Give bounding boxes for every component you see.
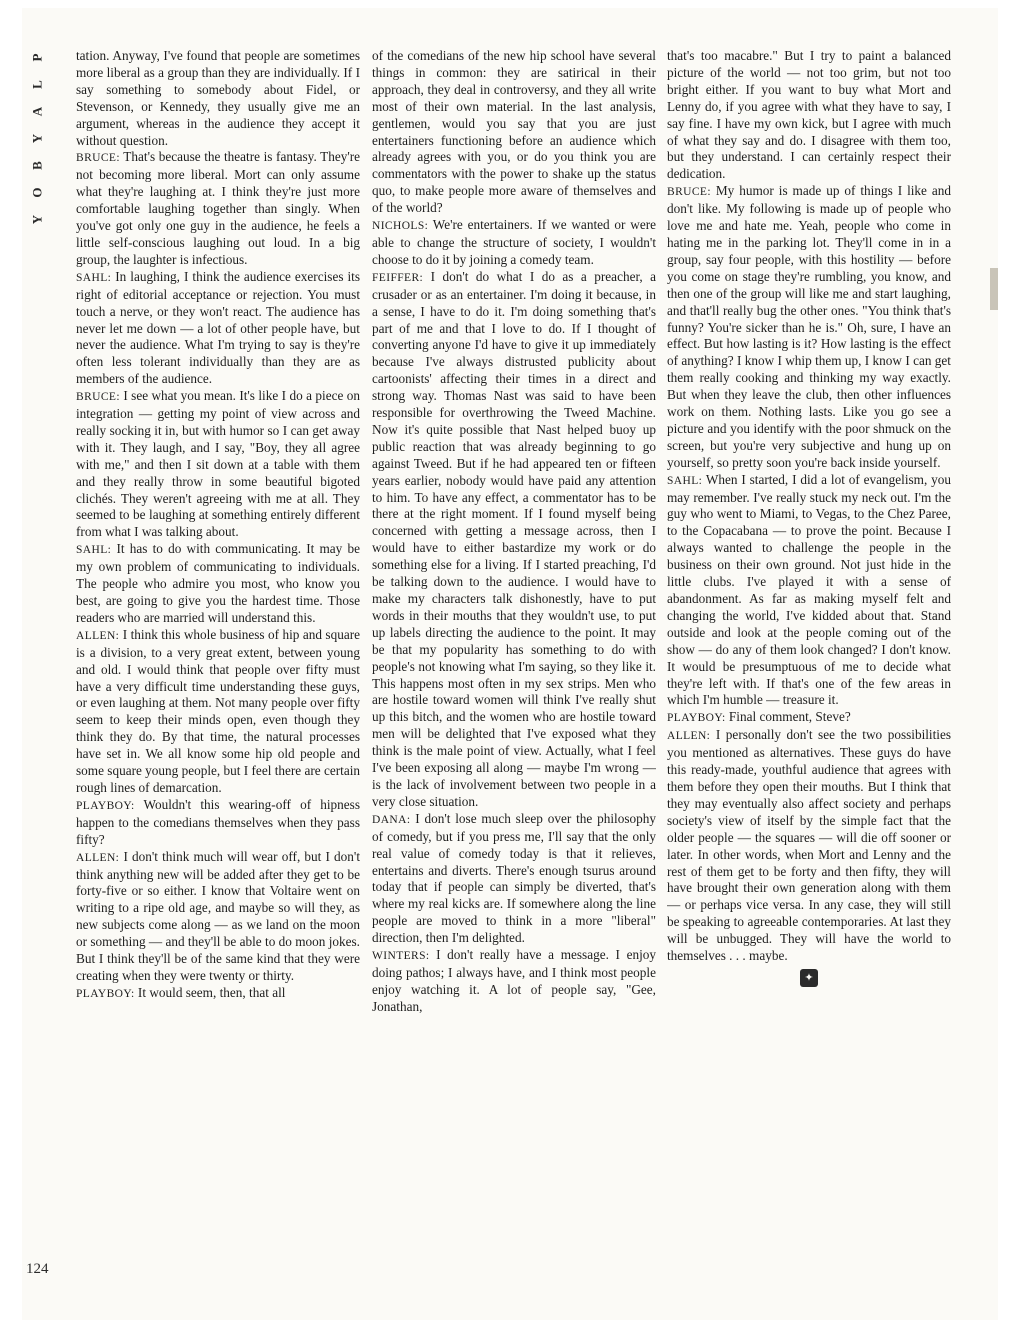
speaker-name: DANA: — [372, 813, 411, 826]
speech-text: We're entertainers. If we wanted or were able to change the structure of society, I wouldn't choose to do it by joining a comedy team. — [372, 217, 656, 267]
interview-paragraph — [76, 149, 360, 268]
speaker-name: PLAYBOY: — [76, 799, 135, 812]
side-label-letter: L — [29, 80, 45, 89]
speaker-name: SAHL: — [667, 474, 703, 487]
speech-text: that's too macabre." But I try to paint a balanced picture of the world — not too grim, but not too bright either. If you want to buy what Mort and Lenny do, if you agree with what they have to say, I say fine. I have my own kick, but I agree with much of what they say and do. I disagree with them too, but they understand. I can certainly respect their dedication. — [667, 48, 951, 182]
text-column-2 — [372, 48, 656, 1288]
speech-text: I don't really have a message. I enjoy doing pathos; I always have, and I think most people enjoy watching it. A lot of people say, "Gee, Jonathan, — [372, 947, 656, 1014]
side-label-letter: P — [29, 53, 45, 62]
interview-paragraph — [76, 388, 360, 541]
speech-text: tation. Anyway, I've found that people are sometimes more liberal as a group than they are individually. If I say something to somebody about Fidel, or Stevenson, or Kennedy, they usually give me an argument, whereas in the audience they accept it without question. — [76, 48, 360, 148]
magazine-side-label — [30, 44, 44, 233]
side-label-letter: O — [29, 187, 45, 198]
speech-text: I don't do what I do as a preacher, a crusader or as an entertainer. I'm doing it because, in a sense, I have to do it. I'm doing something that's part of me and that I love to do. If I thought of converting anyone I'd have to give it up immediately because I've always distrusted publicity about cartoonists' affecting their times in a direct and strong way. Thomas Nast was said to have been responsible for overthrowing the Tweed Machine. Now it's quite possible that Nast helped buoy up public reaction that was already beginning to go against Tweed. But if he had appeared ten or fifteen years earlier, nobody would have paid any attention to him. To have any effect, a commentator has to be there at the right moment. If I found myself being concerned with getting a message across, then I would have to either bastardize my work or do something else for a living. If I started preaching, I'd be talking down to the audience. I would have to make my characters talk dishonestly, have to put words in their mouths that they wouldn't use, to put up labels directing the audience to the point. It may be that my popularity has something to do with people's not knowing what I'm saying, so they like it. This happens most often in my sex strips. Men who are hostile toward women will think I've really shut up this bitch, and the women who are hostile toward men will be delighted that I've exposed what they think is the male point of view. Actually, what I feel I've been exposing all along — maybe I'm wrong — is the lack of involvement between two people in a very close situation. — [372, 268, 656, 809]
speech-text: It would seem, then, that all — [137, 984, 286, 1000]
interview-paragraph — [372, 947, 656, 1016]
speech-text: Wouldn't this wearing-off of hipness happen to the comedians themselves when they pass fifty? — [76, 796, 360, 847]
speech-text: of the comedians of the new hip school have several things in common: they are satirical in their approach, they deal in controversy, and they all write most of their own material. In the last analysis, gentlemen, would you say that you are just entertainers functioning before an audience which already agrees with you, or do you think you are commentators with the power to shake up the status quo, to make people more aware of themselves and of the world? — [372, 48, 656, 216]
speaker-name: FEIFFER: — [372, 271, 424, 284]
interview-paragraph — [372, 217, 656, 269]
interview-paragraph — [667, 472, 951, 710]
interview-paragraph — [372, 269, 656, 811]
interview-paragraph — [76, 627, 360, 797]
interview-paragraph — [76, 849, 360, 985]
interview-paragraph — [372, 48, 656, 217]
page-edge-tab — [990, 268, 998, 310]
interview-paragraph — [76, 541, 360, 627]
speaker-name: BRUCE: — [76, 152, 120, 165]
speech-text: It has to do with communicating. It may be my own problem of communicating to individuals. The people who admire you most, who know you best, are going to give you the hardest time. Those readers who are married will understand this. — [76, 541, 360, 625]
side-label-letter: Y — [29, 214, 45, 225]
side-label-letter: Y — [29, 133, 45, 144]
speech-text: I personally don't see the two possibilities you mentioned as alternatives. These guys do have this ready-made, youthful audience that agrees with them before they open their mouths. But I think that they may eventually also affect society and perhaps society's view of itself by the simple fact that the older people — the squares — will die off sooner or later. In other words, when Mort and Lenny and the rest of them get to be forty and then fifty, they will have brought their own generation along with them — or perhaps vice versa. In any case, they will still be speaking to agreeable contemporaries. At last they will be unbugged. They will have the world to themselves . . . maybe. — [667, 727, 951, 964]
side-label-letter: B — [29, 161, 45, 170]
interview-paragraph — [667, 727, 951, 965]
interview-paragraph — [76, 269, 360, 388]
interview-paragraph — [76, 797, 360, 849]
speaker-name: PLAYBOY: — [76, 987, 135, 1000]
speaker-name: SAHL: — [76, 544, 112, 557]
interview-paragraph — [667, 183, 951, 471]
speech-text: I see what you mean. It's like I do a piece on integration — getting my point of view across and really socking it in, but with humor so I can get away with it. They laugh, and I say, "Boy, they all agree with me," and then I sit down at a table with them and they really throw in some beautiful bigoted clichés. They weren't agreeing with me at all. They seemed to be laughing at something entirely different from what I was talking about. — [76, 388, 360, 540]
speech-text: Final comment, Steve? — [728, 709, 851, 725]
speech-text: When I started, I did a lot of evangelism, you may remember. I've really stuck my neck out. I'm the guy who went to Miami, to Vegas, to the Chez Paree, to the Copacabana — to prove the point. Because I always wanted to challenge the people in the business on their own ground. Not just hide in the little clubs. I've played it with a sense of abandonment. As far as making myself felt and changing the world, I've kidded about that. Stand outside and look at the people coming out of the show — do any of them look changed? I don't know. It would be presumptuous of me to decide what they're left with. If that's one of the few areas in which I'm humble — treasure it. — [667, 471, 951, 708]
text-column-1 — [76, 48, 360, 1288]
speech-text: I don't think much will wear off, but I don't think anything new will be added after they get to be forty-five or so either. I know that Voltaire went on writing to a ripe old age, and maybe so will they, as new subjects come along — as we land on the moon or something — and they'll be able to do moon jokes. But I think they'll be of the same kind that they were creating when they were twenty or thirty. — [76, 848, 360, 983]
speaker-name: SAHL: — [76, 271, 112, 284]
speaker-name: ALLEN: — [76, 629, 120, 642]
interview-paragraph — [372, 811, 656, 947]
speaker-name: NICHOLS: — [372, 220, 429, 233]
text-column-3 — [667, 48, 951, 1288]
interview-paragraph — [667, 48, 951, 183]
speech-text: That's because the theatre is fantasy. They're not becoming more liberal. Mort can only assume what they're laughing at. I think they're just more comfortable laughing together than singly. When you've got only one guy in the audience, he feels a little self-conscious laughing out loud. In a big group, the laughter is infectious. — [76, 149, 360, 267]
speech-text: My humor is made up of things I like and don't like. My following is made up of people who love me and hate me. Yeah, people who come in hating me in the parking lot. They'll come in in a group, say four people, with this hostility — before you come on stage they're rumbling, you know, and then one of the group will like me and start laughing, and that'll really bug the other ones. "You think that's funny? You're sicker than he is." Oh, sure, I have an effect. But how lasting is it? How lasting is the effect of anything? I know I whip them up, I know I can get them really cooking and thinking my way exactly. But when they leave the club, then other influences work on them. Nothing lasts. Like you go see a picture and you identify with the poor shmuck on the screen, but you're very subjective and hung up on yourself, so pretty soon you're back inside yourself. — [667, 183, 951, 470]
speaker-name: ALLEN: — [667, 730, 711, 743]
side-label-letter: A — [29, 106, 45, 117]
interview-paragraph — [667, 709, 951, 727]
speech-text: In laughing, I think the audience exercises its right of editorial acceptance or rejection. You must touch a nerve, or they won't react. The audience has never let me down — a lot of other people have, but never the audience. What I'm trying to say is they're often less tolerant individually than they are as members of the audience. — [76, 268, 360, 387]
speech-text: I don't lose much sleep over the philosophy of comedy, but if you press me, I'll say that the only real value of comedy today is that it relieves, entertains and diverts. There's enough tsurus around today that if people can simply be diverted, that's where my real kicks are. If somewhere along the line people are moved to think in a more "liberal" direction, then I'm delighted. — [372, 810, 656, 946]
interview-paragraph — [76, 985, 360, 1003]
speaker-name: ALLEN: — [76, 851, 120, 864]
speech-text: I think this whole business of hip and square is a division, to a very great extent, between young and old. I would think that people over fifty must have a very difficult time understanding these guys, or even laughing at them. Not many people over fifty seem to keep their minds open, even though they think they do. By that time, the natural processes have set in. We all know some hip old people and some square young people, but I feel there are certain rough lines of demarcation. — [76, 626, 360, 795]
page-number: 124 — [26, 1261, 49, 1277]
speaker-name: WINTERS: — [372, 950, 430, 963]
speaker-name: BRUCE: — [667, 186, 711, 199]
speaker-name: PLAYBOY: — [667, 712, 726, 725]
speaker-name: BRUCE: — [76, 391, 120, 404]
rabbit-end-mark-icon: ✦ — [800, 969, 818, 987]
interview-paragraph — [76, 48, 360, 149]
